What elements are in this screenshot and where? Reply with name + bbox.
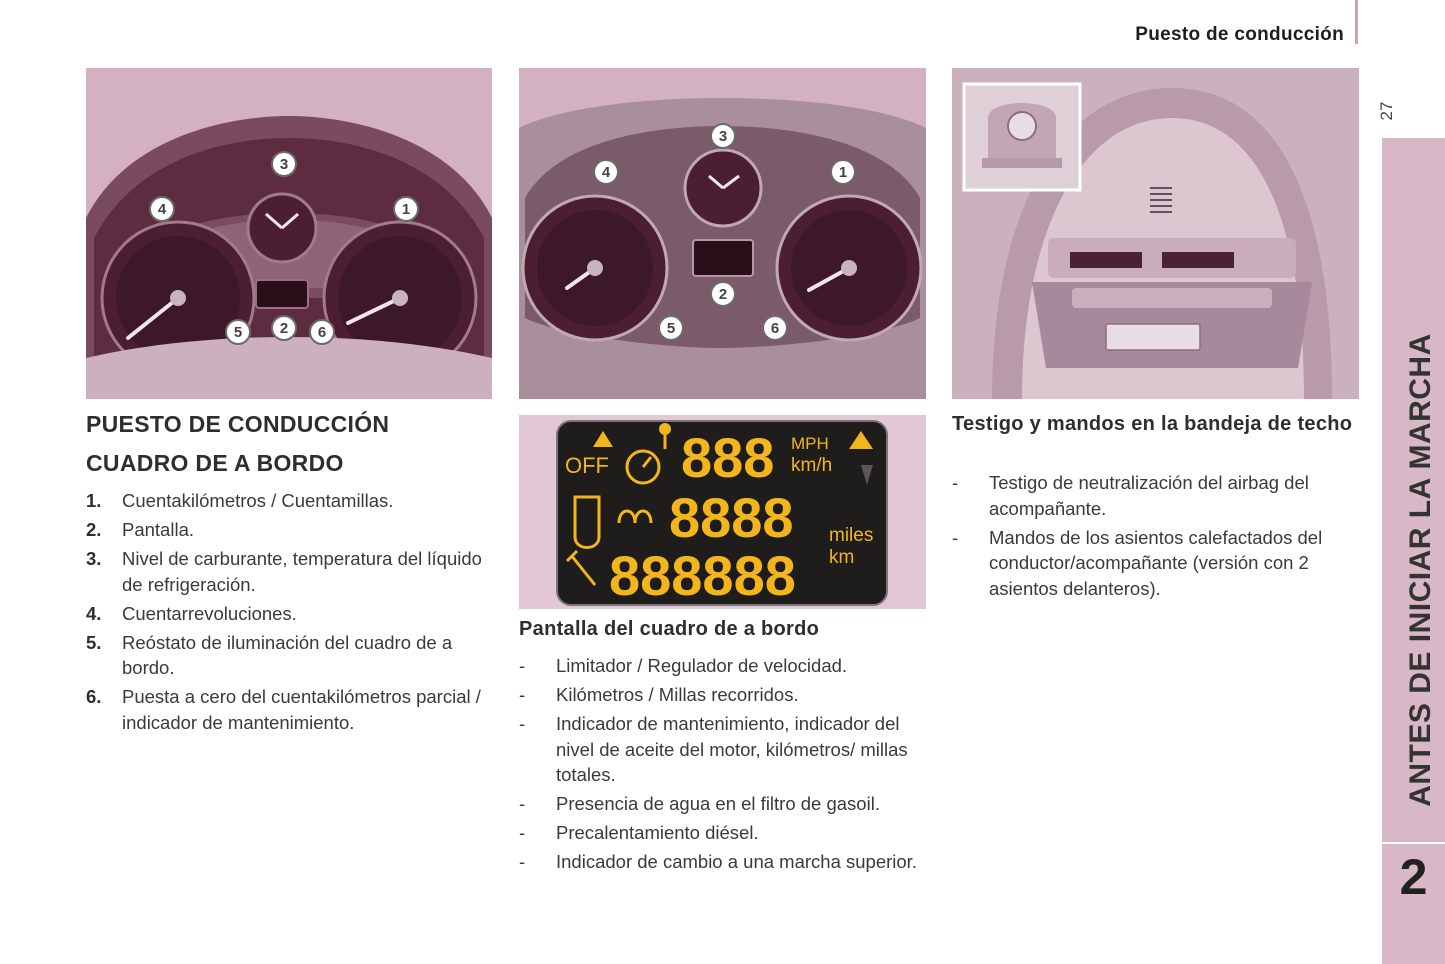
item-number: 4. [86,602,102,624]
speed-digits: 888 [681,426,775,489]
callout-4: 4 [157,201,167,218]
section-subtitle: CUADRO DE A BORDO [86,450,344,476]
dist-unit-km: km [829,547,855,568]
instrument-cluster-illustration [86,68,492,399]
dist-unit-miles: miles [829,525,874,546]
list-item: - Testigo de neutralización del airbag del acompañante. [952,472,1309,519]
list-item: - Indicador de cambio a una marcha superior. [519,851,917,872]
item-text: Limitador / Regulador de velocidad. [556,655,848,676]
list-item [86,488,496,514]
item-text: Indicador de cambio a una marcha superior. [556,851,917,872]
chapter-number: 2 [1399,849,1428,905]
roof-console-illustration [952,68,1359,399]
list-item [86,546,496,597]
list-item: - Indicador de mantenimiento, indicador del nivel de aceite del motor, kilómetros/ millas totales. [519,713,908,785]
speed-unit-mph: MPH [791,434,829,453]
callout-3: 3 [279,156,289,173]
list-item [86,684,496,735]
item-text: Cuentarrevoluciones. [122,602,297,624]
item-number: 2. [86,519,102,540]
header-rule [1355,0,1358,44]
running-header: Puesto de conducción [1135,24,1344,45]
callout-1: 1 [401,201,411,218]
chapter-tab-divider [1382,842,1445,844]
callout-6: 6 [317,324,327,341]
list-item: - Kilómetros / Millas recorridos. [519,684,799,705]
lcd-display-illustration [519,415,926,609]
page-number: 27 [1377,101,1396,121]
item-text: Precalentamiento diésel. [556,822,759,843]
list-item [86,517,496,543]
callout-2: 2 [279,320,289,337]
callout-2: 2 [718,286,728,303]
callout-5: 5 [666,320,676,337]
item-text: Presencia de agua en el filtro de gasoil. [556,793,880,814]
item-number: 1. [86,490,102,511]
display-section-title: Pantalla del cuadro de a bordo [519,618,820,640]
section-title: PUESTO DE CONDUCCIÓN [86,411,390,437]
callout-5: 5 [233,324,243,341]
item-text: Reóstato de iluminación del cuadro de a bordo. [122,631,453,678]
item-number: 6. [86,686,102,707]
callout-1: 1 [838,164,848,181]
odometer-digits: 888888 [609,544,796,607]
chapter-title: ANTES DE INICIAR LA MARCHA [1404,333,1437,807]
display-features-list [519,653,926,878]
list-item: - Precalentamiento diésel. [519,822,759,843]
item-text: Mandos de los asientos calefactados del conductor/acompañante (versión con 2 asientos delanteros). [989,526,1323,599]
item-number: 3. [86,548,102,569]
cluster-legend-list [86,488,496,739]
item-text: Puesta a cero del cuentakilómetros parcial / indicador de mantenimiento. [122,686,481,733]
chapter-tab [1382,138,1445,964]
callout-4: 4 [601,164,611,181]
speed-unit-kmh: km/h [791,455,833,476]
list-item: - Presencia de agua en el filtro de gasoil. [519,793,880,814]
list-item [86,630,496,681]
item-text: Kilómetros / Millas recorridos. [556,684,799,705]
item-text: Cuentakilómetros / Cuentamillas. [122,490,394,511]
item-text: Nivel de carburante, temperatura del líquido de refrigeración. [122,548,482,595]
off-label: OFF [565,453,609,478]
list-item: - Limitador / Regulador de velocidad. [519,655,848,676]
item-text: Testigo de neutralización del airbag del acompañante. [989,472,1309,519]
callout-6: 6 [770,320,780,337]
item-number: 5. [86,631,102,653]
item-text: Indicador de mantenimiento, indicador del nivel de aceite del motor, kilómetros/ millas totales. [556,713,908,785]
callout-3: 3 [718,128,728,145]
roof-console-list [952,470,1362,605]
list-item: - Mandos de los asientos calefactados del conductor/acompañante (versión con 2 asientos delanteros). [952,526,1323,599]
roof-console-title: Testigo y mandos en la bandeja de techo [952,413,1353,435]
item-text: Pantalla. [122,519,194,540]
list-item [86,601,496,627]
trip-digits: 8888 [669,486,794,549]
instrument-cluster-closeup-illustration [519,68,926,399]
oil-level-icon [659,423,671,435]
